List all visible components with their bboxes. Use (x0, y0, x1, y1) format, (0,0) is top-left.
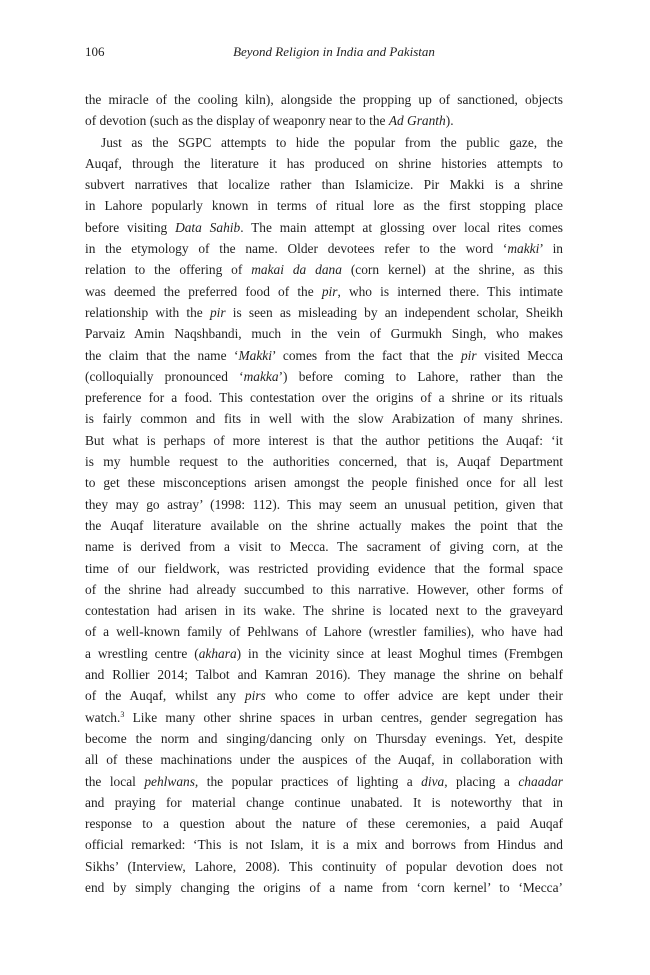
text-span: the miracle of the cooling kiln), alongside the propping up of sanctioned, objects (85, 92, 563, 107)
text-line (85, 153, 563, 174)
text-span: ’) before coming to Lahore, rather than the (278, 368, 563, 384)
text-span: of the shrine had already succumbed to this narrative. However, other forms of (85, 581, 563, 597)
text-line (85, 195, 563, 216)
text-line (85, 302, 563, 323)
text-span: become the norm and singing/dancing only on Thursday evenings. Yet, despite (85, 730, 563, 746)
text-span: time of our fieldwork, was restricted providing evidence that the formal space (85, 560, 563, 576)
text-line (85, 749, 563, 770)
text-line (85, 813, 563, 834)
text-line (85, 89, 563, 110)
running-head: Beyond Religion in India and Pakistan (233, 44, 435, 59)
text-span: Sikhs’ (Interview, Lahore, 2008). This continuity of popular devotion does not (85, 858, 563, 874)
text-span: relation to the offering of (85, 262, 252, 278)
text-line (85, 771, 563, 792)
text-span: of devotion (such as the display of weaponry near to the (85, 113, 389, 129)
italic-term: Makki (238, 347, 272, 363)
text-line (85, 217, 563, 238)
text-line (85, 366, 563, 387)
text-span: they may go astray’ (1998: 112). This may seem an unusual petition, given that (85, 496, 563, 512)
text-span: in the etymology of the name. Older devotees refer to the word ‘ (85, 241, 508, 257)
text-span: watch. (85, 709, 121, 725)
text-span: But what is perhaps of more interest is that the author petitions the Auqaf: ‘it (85, 432, 563, 448)
italic-term: makka (243, 368, 279, 384)
text-line (85, 387, 563, 408)
italic-term: Ad Granth (388, 113, 446, 129)
italic-term: pir (460, 347, 477, 363)
italic-term: pirs (244, 688, 266, 704)
text-span: in Lahore popularly known in terms of ritual lore as the first stopping place (85, 198, 563, 214)
text-line (85, 600, 563, 621)
text-span: Auqaf, through the literature it has produced on shrine histories attempts to (85, 155, 563, 171)
text-line (85, 515, 563, 536)
text-span: (colloquially pronounced ‘ (85, 368, 244, 384)
text-span: who come to offer advice are kept under their (265, 688, 563, 704)
text-span: visited Mecca (476, 347, 563, 363)
text-line (85, 643, 563, 664)
text-line (85, 472, 563, 493)
text-span: ) in the vicinity since at least Moghul times (Frembgen (236, 645, 563, 661)
italic-term: chaadar (518, 773, 563, 789)
text-span: Parvaiz Amin Naqshbandi, much in the vein of Gurmukh Singh, who makes (85, 326, 563, 342)
text-span: the popular practices of lighting a (198, 773, 422, 789)
italic-term: Data Sahib (175, 219, 241, 235)
text-span: the Auqaf literature available on the shrine actually makes the point that the (85, 517, 563, 533)
italic-term: akhara (198, 645, 237, 661)
text-span: name is derived from a visit to Mecca. The sacrament of giving corn, at the (85, 539, 563, 555)
text-span: all of these machinations under the auspices of the Auqaf, in collaboration with (85, 752, 563, 768)
text-line (85, 238, 563, 259)
text-span: before visiting (85, 219, 176, 235)
italic-term: makki (507, 241, 540, 257)
text-line (85, 856, 563, 877)
text-span: is my humble request to the authorities concerned, that is, Auqaf Department (85, 454, 563, 470)
paragraph-start-line (85, 132, 563, 153)
text-span: , who is interned there. This intimate (337, 283, 563, 299)
text-line (85, 685, 563, 706)
text-span: Like many other shrine spaces in urban centres, gender segregation has (124, 709, 563, 725)
text-span: relationship with the (85, 304, 210, 320)
text-span: response to a question about the nature of these ceremonies, a paid Auqaf (85, 816, 563, 832)
text-line (85, 834, 563, 855)
text-span: end by simply changing the origins of a name from ‘corn kernel’ to ‘Mecca’ (85, 879, 563, 895)
text-line (85, 579, 563, 600)
text-line (85, 621, 563, 642)
body-text (85, 89, 563, 898)
text-span: was deemed the preferred food of the (85, 283, 322, 299)
text-span: and praying for material change continue unabated. It is noteworthy that in (85, 794, 563, 810)
text-span: . The main attempt at glossing over local rites comes (240, 219, 563, 235)
text-span: the claim that the name ‘ (85, 347, 239, 363)
text-span: preference for a food. This contestation over the origins of a shrine or its rituals (85, 390, 563, 406)
text-span: to get these misconceptions arisen amongst the people finished once for all lest (85, 475, 563, 491)
text-span: Just as the SGPC attempts to hide the popular from the public gaze, the (101, 134, 563, 150)
text-span: a wrestling centre ( (85, 645, 199, 661)
text-line (85, 877, 563, 898)
text-span: is fairly common and fits in well with the slow Arabization of many shrines. (85, 411, 563, 427)
text-line (85, 707, 563, 728)
text-line (85, 494, 563, 515)
italic-term: pir (321, 283, 338, 299)
text-span: subvert narratives that localize rather than Islamicize. Pir Makki is a shrine (85, 177, 563, 193)
text-line (85, 664, 563, 685)
text-span: ’ comes from the fact that the (271, 347, 461, 363)
footnote-marker: 3 (120, 709, 125, 719)
text-line (85, 323, 563, 344)
text-span: ’ in (539, 241, 563, 257)
italic-term: pir (209, 304, 226, 320)
text-span: contestation had arisen in its wake. The shrine is located next to the graveyard (85, 603, 563, 619)
page-number: 106 (85, 44, 105, 59)
text-line (85, 174, 563, 195)
text-span: , placing a (444, 773, 519, 789)
text-line (85, 728, 563, 749)
text-line (85, 408, 563, 429)
text-span: and Rollier 2014; Talbot and Kamran 2016). They manage the shrine on behalf (85, 667, 563, 683)
italic-term: diva (421, 773, 445, 789)
italic-term: pehlwans, (144, 773, 199, 789)
text-line (85, 792, 563, 813)
text-line (85, 110, 563, 131)
text-span: ). (445, 113, 454, 129)
text-span: is seen as misleading by an independent scholar, Sheikh (225, 304, 563, 320)
italic-term: makai da dana (251, 262, 342, 278)
text-line (85, 430, 563, 451)
text-span: the local (85, 773, 145, 789)
text-span: of the Auqaf, whilst any (85, 688, 245, 704)
text-line (85, 451, 563, 472)
page-header (85, 44, 563, 64)
text-span: (corn kernel) at the shrine, as this (341, 262, 563, 278)
text-line (85, 345, 563, 366)
text-line (85, 558, 563, 579)
text-line (85, 281, 563, 302)
text-span: official remarked: ‘This is not Islam, it is a mix and borrows from Hindus and (85, 837, 563, 853)
text-line (85, 259, 563, 280)
text-line (85, 536, 563, 557)
text-span: of a well-known family of Pehlwans of Lahore (wrestler families), who have had (85, 624, 563, 640)
